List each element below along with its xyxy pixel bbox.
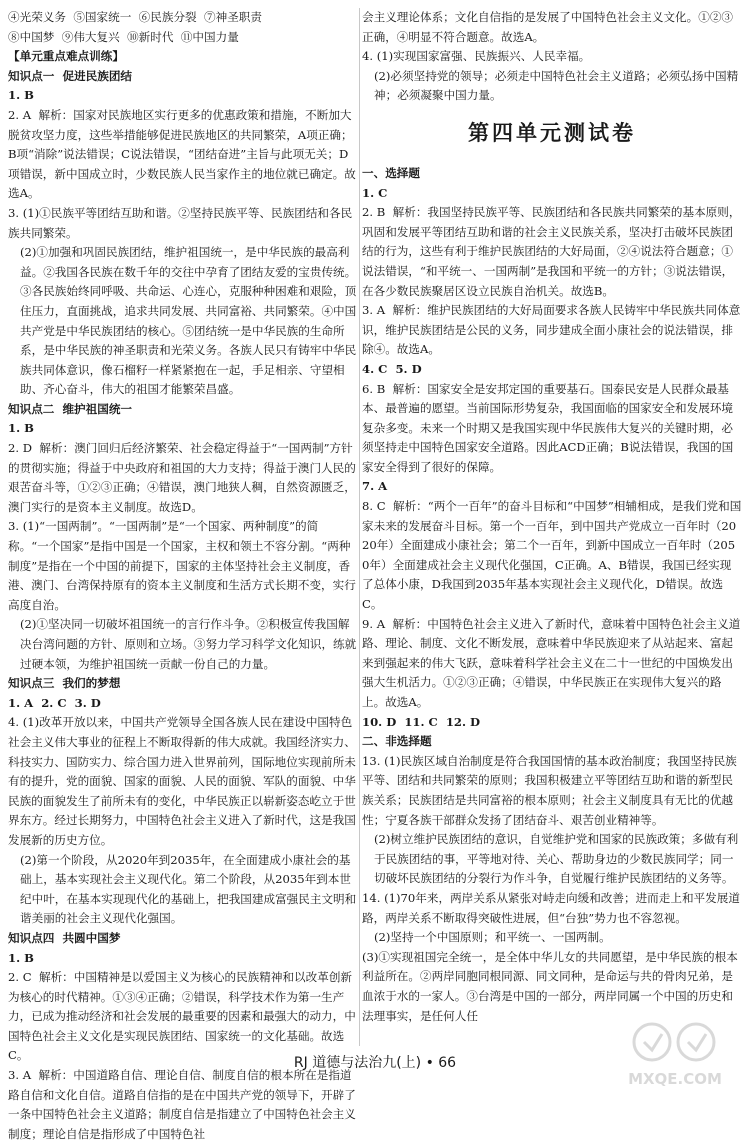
answer-paragraph: ④光荣义务 ⑤国家统一 ⑥民族分裂 ⑦神圣职责: [8, 10, 262, 24]
answer-paragraph: 3. (1)“一国两制”。“一国两制”是“一个国家、两种制度”的简称。“一个国家”是指中国是一个国家，主权和领土不容分割。“两种制度”是指在一个中国的前提下，国家的主体坚持社会主义制度，香港、澳门、台湾保持原有的资本主义制度和生活方式长期不变，实行高度自治。: [8, 519, 356, 612]
watermark-text: MXQE.COM: [628, 1070, 722, 1089]
answer-paragraph: 8. C 解析：“两个一百年”的奋斗目标和“中国梦”相辅相成，是我们党和国家未来的发展奋斗目标。第一个一百年，到中国共产党成立一百年时（2020年）全面建成小康社会；第二个一百年，到新中国成立一百年时（2050年）全面建成社会主义现代化强国，C正确。A、B错误，我国已经实现了总体小康，D我国到2035年基本实现社会主义现代化，D错误。故选C。: [362, 499, 742, 612]
answer-paragraph: (2)必须坚持党的领导；必须走中国特色社会主义道路；必须弘扬中国精神；必须凝聚中国力量。: [374, 68, 739, 103]
answer-paragraph: 3. A 解析：维护民族团结的大好局面要求各族人民铸牢中华民族共同体意识，维护民族团结是公民的义务，同步建成全面小康社会的说法错误，排除④。故选A。: [362, 303, 741, 357]
answer-line: 10. D 11. C 12. D: [362, 714, 481, 729]
answer-paragraph: 会主义理论体系；文化自信指的是发展了中国特色社会主义文化。①②③正确，④明显不符合题意。故选A。: [362, 10, 734, 44]
right-column: [362, 8, 742, 1054]
answer-paragraph: (2)①坚决同一切破坏祖国统一的言行作斗争。②积极宣传我国解决台湾问题的方针、原则和立场。③努力学习科学文化知识，练就过硬本领，为维护祖国统一贡献一份自己的力量。: [20, 617, 357, 671]
answer-paragraph: 2. C 解析：中国精神是以爱国主义为核心的民族精神和以改革创新为核心的时代精神。①③④正确；②错误，科学技术作为第一生产力，已成为推动经济和社会发展的最重要的因素和最强大的动力，中国特色社会主义文化是实现民族团结、国家统一的文化基础。故选C。: [8, 970, 356, 1063]
section-heading: 一、选择题: [362, 165, 420, 180]
answer-paragraph: 3. A 解析：中国道路自信、理论自信、制度自信的根本所在是指道路自信和文化自信。道路自信指的是在中国共产党的领导下，开辟了一条中国特色社会主义道路；制度自信是指建立了中国特色社会主义制度；理论自信是指形成了中国特色社: [8, 1068, 356, 1141]
page-footer: RJ 道德与法治九(上) • 66: [293, 1055, 457, 1071]
answer-paragraph: 14. (1)70年来，两岸关系从紧张对峙走向缓和改善；进而走上和平发展道路，两岸关系不断取得突破性进展，但“台独”势力也不容忽视。: [362, 890, 740, 925]
section-heading: 知识点一 促进民族团结: [8, 68, 133, 83]
unit-test-title: 第四单元测试卷: [468, 120, 636, 145]
answer-paragraph: 3. (1)①民族平等团结互助和谐。②坚持民族平等、民族团结和各民族共同繁荣。: [8, 205, 353, 240]
section-heading: 【单元重点难点训练】: [8, 49, 124, 64]
answer-paragraph: (3)①实现祖国完全统一，是全体中华儿女的共同愿望，是中华民族的根本利益所在。②两岸同胞同根同源、同文同种，是命运与共的骨肉兄弟，是血浓于水的一家人。③台湾是中国的一部分，两岸同属一个中国的历史和法理事实，是任何人任: [362, 949, 738, 1023]
answer-paragraph: 4. (1)实现国家富强、民族振兴、人民幸福。: [362, 49, 591, 64]
answer-line: 1. A 2. C 3. D: [8, 695, 101, 710]
answer-paragraph: 9. A 解析：中国特色社会主义进入了新时代，意味着中国特色社会主义道路、理论、制度、文化不断发展，意味着中华民族迎来了从站起来、富起来到强起来的伟大飞跃，意味着科学社会主义在二十一世纪的中国焕发出强大生机活力。①②③正确；④错误，中华民族正在实现伟大复兴的路上。故选A。: [362, 616, 741, 709]
answer-line: 1. C: [362, 185, 388, 200]
answer-paragraph: (2)坚持一个中国原则；和平统一、一国两制。: [374, 930, 611, 945]
answer-line: 1. B: [8, 88, 34, 103]
answer-paragraph: 4. (1)改革开放以来，中国共产党领导全国各族人民在建设中国特色社会主义伟大事业的征程上不断取得新的伟大成就。我国经济实力、科技实力、国防实力、综合国力进入世界前列，国际地位实现前所未有的提升，党的面貌、国家的面貌、人民的面貌、军队的面貌、中华民族的面貌发生了前所未有的变化，中华民族正以崭新姿态屹立于世界东方。经过长期努力，中国特色社会主义进入了新时代，这是我国发展新的历史方位。: [8, 715, 356, 847]
answer-logo-icon: [630, 1020, 720, 1066]
answer-paragraph: 6. B 解析：国家安全是安邦定国的重要基石。国泰民安是人民群众最基本、最普遍的愿望。当前国际形势复杂，我国面临的国家安全和发展环境复杂多变。未来一个时期又是我国实现中华民族伟大复兴的关键时期，必须坚持走中国特色国家安全道路。因此ACD正确；B说法错误，我国的国家安全得到了很好的保障。: [362, 381, 734, 474]
answer-paragraph: 2. D 解析：澳门回归后经济繁荣、社会稳定得益于“一国两制”方针的贯彻实施；得益于中央政府和祖国的大力支持；得益于澳门人民的艰苦奋斗等，①②③正确；④错误，澳门地狭人稠，自然资源匮乏，澳门实行的是资本主义制度。故选D。: [8, 441, 356, 514]
section-heading: 知识点三 我们的梦想: [8, 676, 121, 691]
watermark: [610, 1020, 740, 1090]
section-heading: 知识点四 共圆中国梦: [8, 930, 121, 945]
answer-paragraph: (2)第一个阶段，从2020年到2035年，在全面建成小康社会的基础上，基本实现社会主义现代化。第二个阶段，从2035年到本世纪中叶，在基本实现现代化的基础上，把我国建成富强民主文明和谐美丽的社会主义现代化强国。: [20, 852, 357, 926]
answer-paragraph: (2)①加强和巩固民族团结，维护祖国统一，是中华民族的最高利益。②我国各民族在数千年的交往中孕育了团结友爱的宝贵传统。③各民族始终同呼吸、共命运、心连心，克服种种困难和艰险，顶住压力，直面挑战，追求共同发展、共同富裕、共同繁荣。④中国共产党是中华民族团结的核心。⑤团结统一是中华民族的生命所系，是中华民族的神圣职责和光荣义务。各族人民只有铸牢中华民族共同体意识，像石榴籽一样紧紧抱在一起，手足相亲、守望相助、齐心奋斗，伟大的祖国才能繁荣昌盛。: [20, 245, 357, 397]
unit-test-answers: [362, 164, 742, 1026]
answer-paragraph: 2. B 解析：我国坚持民族平等、民族团结和各民族共同繁荣的基本原则，巩固和发展平等团结互助和谐的社会主义民族关系，坚决打击破坏民族团结的行为，这些有利于维护民族团结的大好局面，②④说法符合题意；①说法错误，“和平统一、一国两制”是我国和平统一的方针；③说法错误，在各少数民族聚居区设立民族自治机关。故选B。: [362, 205, 741, 298]
section-heading: 二、非选择题: [362, 734, 432, 749]
answer-paragraph: ⑧中国梦 ⑨伟大复兴 ⑩新时代 ⑪中国力量: [8, 29, 239, 44]
answer-paragraph: 13. (1)民族区域自治制度是符合我国国情的基本政治制度；我国坚持民族平等、团结和共同繁荣的原则；我国积极建立平等团结互助和谐的新型民族关系；民族团结是共同富裕的根本原则；社会主义制度具有无比的优越性；宁夏各族干部群众发扬了团结奋斗、艰苦创业精神等。: [362, 753, 737, 827]
right-column-continuation: [362, 8, 742, 106]
answer-paragraph: (2)树立维护民族团结的意识，自觉维护党和国家的民族政策；多做有利于民族团结的事，平等地对待、关心、帮助身边的少数民族同学；同一切破坏民族团结的分裂行为作斗争，自觉履行维护民族团结的义务等。: [374, 832, 739, 886]
answer-line: 1. B: [8, 950, 34, 965]
left-column: [8, 8, 358, 1141]
section-heading: 知识点二 维护祖国统一: [8, 401, 133, 416]
column-divider: [359, 8, 360, 1046]
answer-line: 4. C 5. D: [362, 361, 422, 376]
answer-line: 7. A: [362, 479, 388, 494]
answer-line: 1. B: [8, 421, 34, 436]
answer-paragraph: 2. A 解析：国家对民族地区实行更多的优惠政策和措施，不断加大脱贫攻坚力度，这些举措能够促进民族地区的共同繁荣，A项正确；B项“消除”说法错误；C说法错误，“团结奋进”主旨与此项无关；D项错误，新中国成立时，少数民族人民当家作主的地位就已确定。故选A。: [8, 107, 356, 201]
